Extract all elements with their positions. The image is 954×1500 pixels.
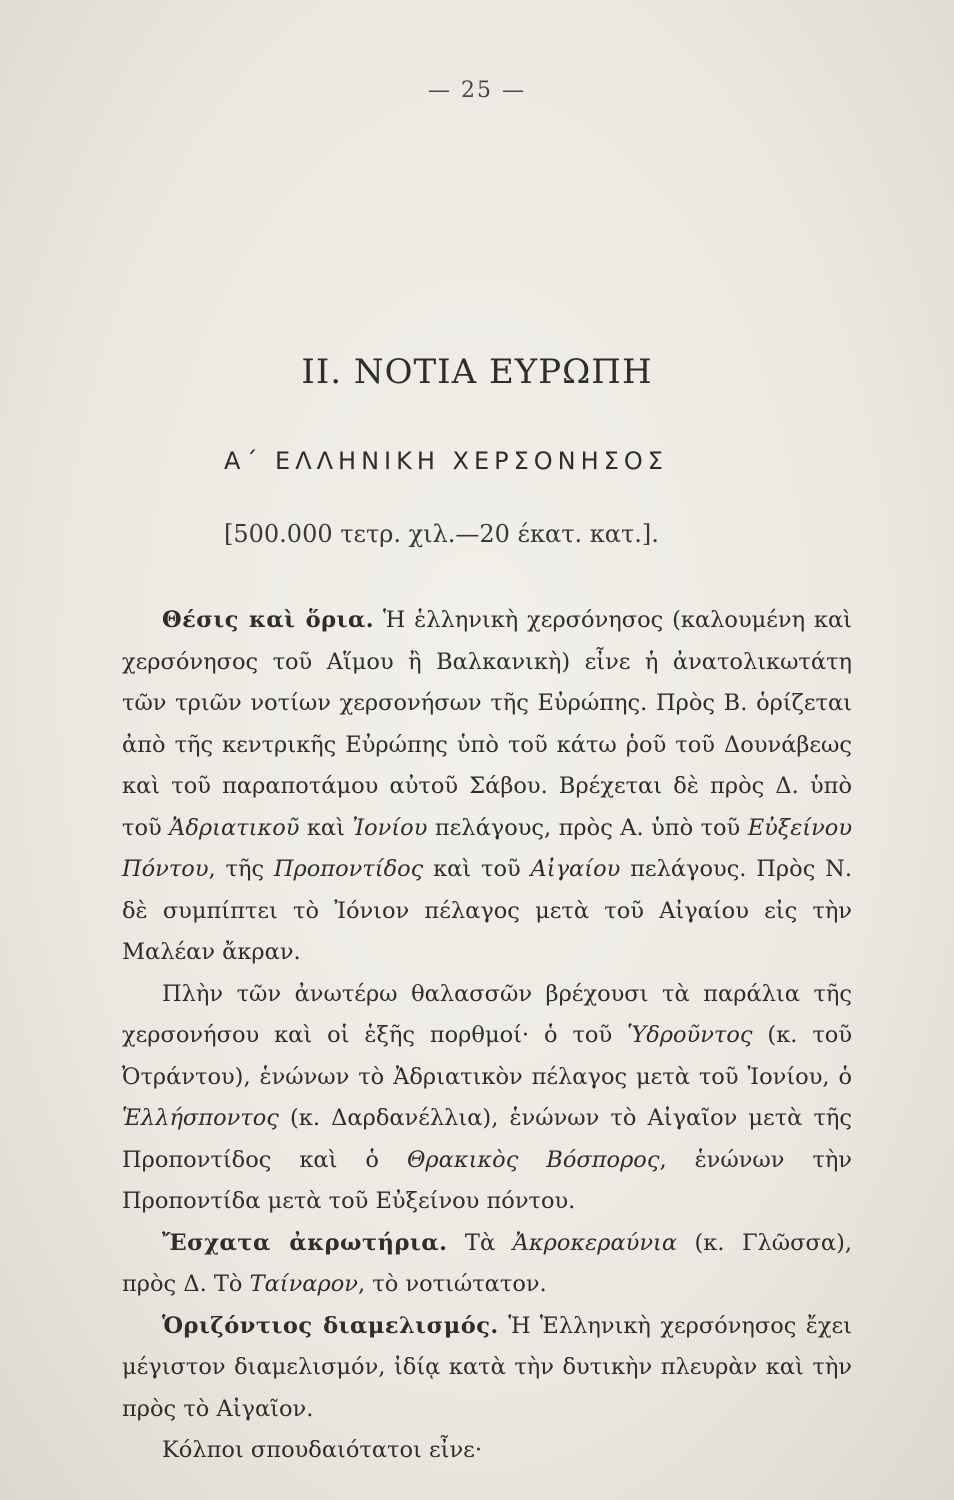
- chapter-title: II. ΝΟΤΙΑ ΕΥΡΩΠΗ: [301, 352, 653, 392]
- paragraph-coastline: [122, 1306, 852, 1431]
- paragraph-gulfs: [122, 1430, 852, 1472]
- text-run: Ἡ Ἑλληνικὴ χερσόνησος ἔχει μέγιστον διαμελισμόν, ἰδίᾳ κατὰ τὴν δυτικὴν πλευρὰν καὶ τὴν πρὸς τὸ Αἰγαῖον.: [122, 1312, 852, 1422]
- italic-run: Εὐξείνου Πόντου: [122, 814, 852, 882]
- text-run: πελάγους, πρὸς Α. ὑπὸ τοῦ: [427, 814, 748, 841]
- text-run: Κόλποι σπουδαιότατοι εἶνε·: [162, 1437, 482, 1463]
- text-run: , ἑνώνων τὴν Προποντίδα μετὰ τοῦ Εὐξείνου πόντου.: [122, 1146, 852, 1214]
- paragraph-position-borders: [122, 600, 852, 974]
- area-note: [500.000 τετρ. χιλ.—20 έκατ. κατ.].: [224, 520, 659, 548]
- italic-run: Ἀκροκεραύνια: [512, 1229, 678, 1256]
- text-run: Πλὴν τῶν ἀνωτέρω θαλασσῶν βρέχουσι τὰ παράλια τῆς χερσονήσου καὶ οἱ ἑξῆς πορθμοί· ὁ τοῦ: [122, 980, 852, 1048]
- body-text: [122, 600, 852, 1472]
- italic-run: Ταίναρον: [249, 1271, 358, 1297]
- text-run: καὶ τοῦ: [423, 856, 531, 882]
- italic-run: Θρακικὸς Βόσπορος: [406, 1146, 660, 1173]
- run-heading: Θέσις καὶ ὅρια.: [162, 607, 375, 633]
- text-run: (κ. Δαρδανέλλια), ἑνώνων τὸ Αἰγαῖον μετὰ τῆς Προποντίδος καὶ ὁ: [122, 1105, 852, 1173]
- italic-run: Προποντίδος: [273, 856, 424, 882]
- text-run: πελάγους. Πρὸς Ν. δὲ συμπίπτει τὸ Ἰόνιον πέλαγος μετὰ τοῦ Αἰγαίου εἰς τὴν Μαλέαν ἄκραν.: [122, 856, 852, 965]
- italic-run: Αἰγαίου: [530, 856, 621, 882]
- paragraph-capes: [122, 1223, 852, 1306]
- run-heading: Ἔσχατα ἀκρωτήρια.: [162, 1229, 448, 1256]
- text-run: καὶ: [299, 814, 353, 841]
- text-run: Τὰ: [447, 1229, 513, 1256]
- text-run: Ἡ ἑλληνικὴ χερσόνησος (καλουμένη καὶ χερσόνησος τοῦ Αἵμου ἢ Βαλκανικὴ) εἶνε ἡ ἀνατολικωτάτη τῶν τριῶν νοτίων χερσονήσων τῆς Εὐρώπης. Πρὸς Β. ὁρίζεται ἀπὸ τῆς κεντρικῆς Εὐρώπης ὑπὸ τοῦ κάτω ῥοῦ τοῦ Δουνάβεως καὶ τοῦ παραποτάμου αὐτοῦ Σάβου. Βρέχεται δὲ πρὸς Δ. ὑπὸ τοῦ: [122, 607, 852, 841]
- run-heading: Ὁριζόντιος διαμελισμός.: [162, 1312, 499, 1339]
- italic-run: Ἀδριατικοῦ: [169, 814, 300, 841]
- text-run: , τῆς: [208, 856, 274, 882]
- italic-run: Ὑδροῦντος: [627, 1022, 753, 1048]
- section-title: Α΄ ΕΛΛΗΝΙΚΗ ΧΕΡΣΟΝΗΣΟΣ: [224, 447, 668, 475]
- page-number: — 25 —: [428, 78, 526, 103]
- italic-run: Ἑλλήσποντος: [122, 1105, 279, 1131]
- text-run: (κ. τοῦ Ὀτράντου), ἑνώνων τὸ Ἀδριατικὸν πέλαγος μετὰ τοῦ Ἰονίου, ὁ: [122, 1022, 853, 1090]
- text-run: , τὸ νοτιώτατον.: [357, 1271, 547, 1297]
- paragraph-straits: [122, 974, 852, 1223]
- text-run: (κ. Γλῶσσα), πρὸς Δ. Τὸ: [122, 1229, 852, 1297]
- italic-run: Ἰονίου: [352, 814, 428, 841]
